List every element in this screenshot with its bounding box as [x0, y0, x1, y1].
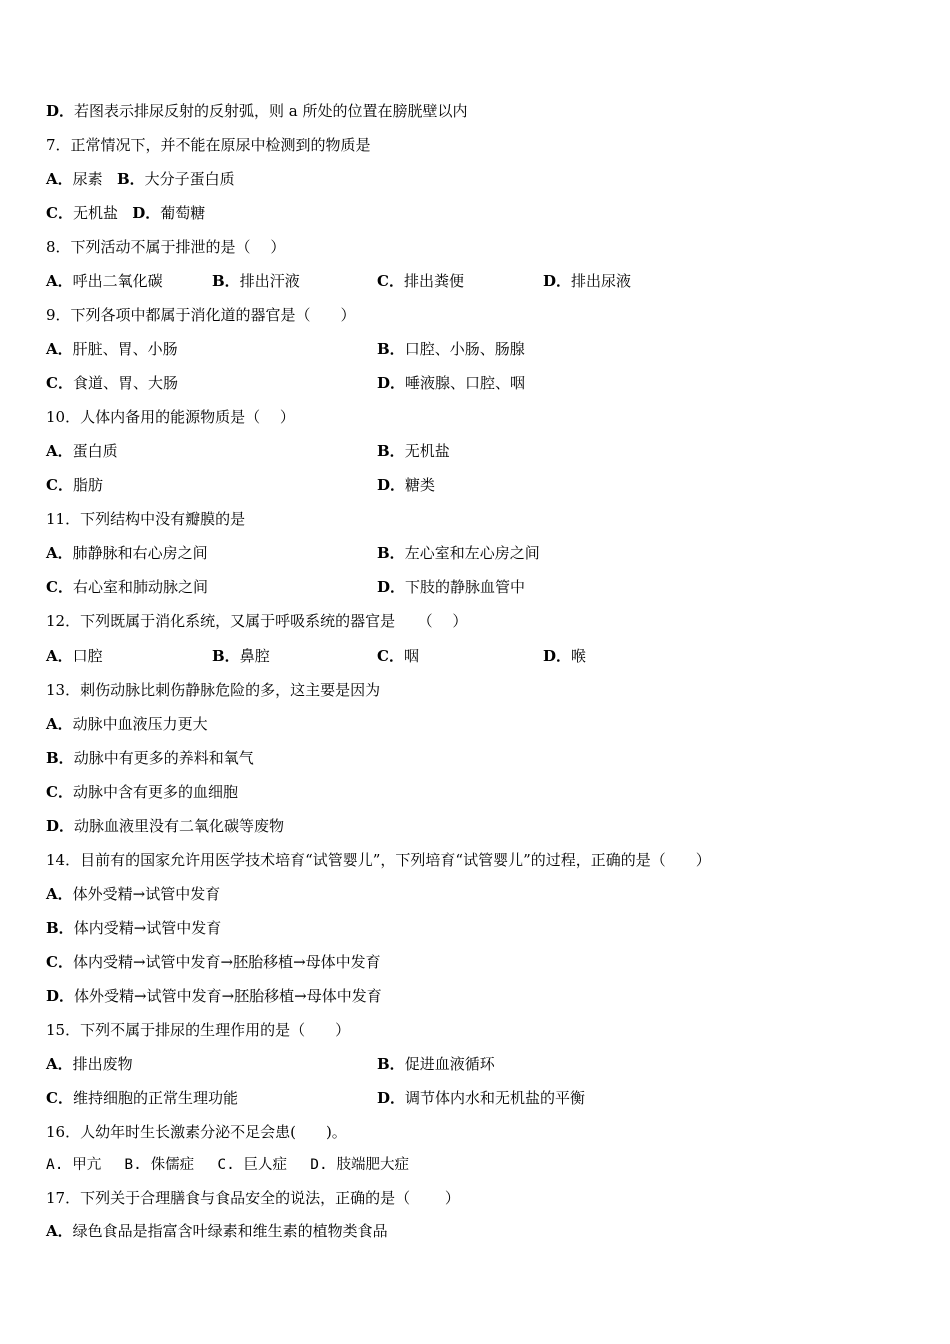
option-text: 动脉血液里没有二氧化碳等废物: [74, 817, 285, 835]
option-c: [46, 1086, 238, 1110]
option-label: A．: [46, 544, 73, 562]
option-label: D．: [377, 578, 406, 596]
option-text: 无机盐: [404, 442, 450, 460]
option-label: A．: [46, 272, 73, 290]
option-text: 体外受精→试管中发育→胚胎移植→母体中发育: [74, 987, 382, 1005]
option-label: C．: [46, 578, 73, 596]
option-text: 体外受精→试管中发育: [72, 885, 221, 903]
option-d: [377, 473, 435, 497]
option-text: 肺静脉和右心房之间: [72, 544, 208, 562]
q15-options-cd: [46, 1086, 906, 1110]
option-label: D．: [543, 272, 572, 290]
option-label: A．: [46, 715, 73, 733]
option-label: A．: [46, 442, 73, 460]
option-text: 脂肪: [72, 476, 103, 494]
option-text: 大分子蛋白质: [144, 170, 235, 188]
question-text: 8．下列活动不属于排泄的是（ ）: [46, 238, 286, 256]
question-9: [46, 303, 356, 327]
option-label: A．: [46, 170, 73, 188]
option-c: [46, 371, 178, 395]
option-label: C．: [46, 476, 73, 494]
q12-options: [46, 644, 906, 668]
option-b: [377, 541, 540, 565]
q10-options-ab: [46, 439, 906, 463]
question-text: 10．人体内备用的能源物质是（ ）: [46, 408, 295, 426]
option-text: 若图表示排尿反射的反射弧，则 a 所处的位置在膀胱壁以内: [74, 102, 468, 120]
question-10: [46, 405, 295, 429]
option-label: D．: [377, 1089, 406, 1107]
question-text: 12．下列既属于消化系统，又属于呼吸系统的器官是 （ ）: [46, 612, 468, 630]
option-text: 右心室和肺动脉之间: [72, 578, 208, 596]
option-text: 绿色食品是指富含叶绿素和维生素的植物类食品: [72, 1222, 388, 1240]
option-text: 咽: [403, 647, 419, 665]
q13-option-c: [46, 780, 238, 804]
option-label: B．: [377, 544, 405, 562]
question-11: [46, 507, 245, 531]
option-text: 无机盐: [72, 204, 118, 222]
option-label: C．: [46, 783, 73, 801]
option-label: A．: [46, 1222, 73, 1240]
q9-options-ab: [46, 337, 906, 361]
question-13: [46, 678, 380, 702]
question-17: [46, 1186, 460, 1210]
option-label: B．: [46, 749, 74, 767]
option-text: 动脉中血液压力更大: [72, 715, 208, 733]
option-text: 唾液腺、口腔、咽: [405, 374, 526, 392]
option-d: [543, 269, 631, 293]
question-text: 9．下列各项中都属于消化道的器官是（ ）: [46, 306, 356, 324]
q11-options-ab: [46, 541, 906, 565]
option-d: [377, 371, 525, 395]
q14-option-a: [46, 882, 220, 906]
question-16: [46, 1120, 347, 1144]
option-text: 排出尿液: [571, 272, 632, 290]
option-text: 动脉中有更多的养料和氧气: [73, 749, 254, 767]
option-a: [46, 439, 118, 463]
q13-option-a: [46, 712, 208, 736]
q14-option-c: [46, 950, 381, 974]
question-12: [46, 609, 467, 633]
option-a: [46, 269, 163, 293]
option-label: D．: [46, 102, 75, 120]
question-text: 15．下列不属于排尿的生理作用的是（ ）: [46, 1021, 351, 1039]
option-text: 左心室和左心房之间: [404, 544, 540, 562]
option-label: C．: [46, 953, 73, 971]
q14-option-d: [46, 984, 382, 1008]
option-label: C．: [377, 647, 404, 665]
option-text: 促进血液循环: [404, 1055, 495, 1073]
option-text: 调节体内水和无机盐的平衡: [405, 1089, 586, 1107]
option-d: [543, 644, 586, 668]
q9-options-cd: [46, 371, 906, 395]
option-a: [46, 541, 208, 565]
q8-options: [46, 269, 906, 293]
option-label: C．: [46, 374, 73, 392]
option-c: [377, 644, 419, 668]
q10-options-cd: [46, 473, 906, 497]
option-text: 肝脏、胃、小肠: [72, 340, 178, 358]
option-d: [377, 1086, 585, 1110]
question-text: 11．下列结构中没有瓣膜的是: [46, 510, 246, 528]
question-text: 16．人幼年时生长激素分泌不足会患( )。: [46, 1123, 347, 1141]
q7-options-ab: [46, 167, 235, 191]
option-text: 葡萄糖: [160, 204, 206, 222]
option-text: 排出汗液: [239, 272, 300, 290]
option-text: 口腔、小肠、肠腺: [404, 340, 525, 358]
option-text: 下肢的静脉血管中: [405, 578, 526, 596]
option-label: A．: [46, 885, 73, 903]
option-text: 鼻腔: [239, 647, 270, 665]
option-b: [377, 1052, 495, 1076]
option-text: 喉: [571, 647, 587, 665]
option-label: D．: [377, 374, 406, 392]
option-text: 排出粪便: [403, 272, 464, 290]
option-label: C．: [46, 204, 73, 222]
options-text: A. 甲亢 B. 侏儒症 C. 巨人症 D. 肢端肥大症: [46, 1157, 409, 1173]
option-text: 口腔: [72, 647, 103, 665]
option-text: 维持细胞的正常生理功能: [72, 1089, 238, 1107]
question-14: [46, 848, 711, 872]
q16-options: [46, 1153, 409, 1177]
option-text: 体内受精→试管中发育: [73, 919, 222, 937]
q6-option-d: [46, 99, 468, 123]
option-b: [377, 337, 525, 361]
q15-options-ab: [46, 1052, 906, 1076]
question-text: 14．目前有的国家允许用医学技术培育“试管婴儿”，下列培育“试管婴儿”的过程，正确的是（ ）: [46, 851, 711, 869]
option-text: 食道、胃、大肠: [72, 374, 178, 392]
option-c: [46, 473, 103, 497]
option-text: 动脉中含有更多的血细胞: [72, 783, 238, 801]
option-label: B．: [377, 442, 405, 460]
option-label: C．: [46, 1089, 73, 1107]
q11-options-cd: [46, 575, 906, 599]
option-a: [46, 644, 103, 668]
option-label: B．: [212, 647, 240, 665]
option-text: 尿素: [72, 170, 103, 188]
option-text: 糖类: [405, 476, 436, 494]
option-label: A．: [46, 340, 73, 358]
question-8: [46, 235, 285, 259]
option-label: B．: [377, 1055, 405, 1073]
option-label: B．: [46, 919, 74, 937]
option-label: C．: [377, 272, 404, 290]
question-text: 17．下列关于合理膳食与食品安全的说法，正确的是（ ）: [46, 1189, 460, 1207]
option-label: D．: [543, 647, 572, 665]
question-text: 7．正常情况下，并不能在原尿中检测到的物质是: [46, 136, 371, 154]
option-text: 体内受精→试管中发育→胚胎移植→母体中发育: [72, 953, 381, 971]
question-7: [46, 133, 371, 157]
option-text: 呼出二氧化碳: [72, 272, 163, 290]
option-label: D．: [377, 476, 406, 494]
option-label: B．: [212, 272, 240, 290]
option-label: D．: [132, 204, 161, 222]
q13-option-d: [46, 814, 284, 838]
question-text: 13．刺伤动脉比刺伤静脉危险的多，这主要是因为: [46, 681, 381, 699]
option-label: B．: [377, 340, 405, 358]
q17-option-a: [46, 1219, 388, 1243]
option-a: [46, 1052, 133, 1076]
option-b: [212, 644, 270, 668]
question-15: [46, 1018, 350, 1042]
option-label: D．: [46, 817, 75, 835]
q13-option-b: [46, 746, 254, 770]
option-label: B．: [116, 170, 145, 188]
option-a: [46, 337, 178, 361]
option-label: D．: [46, 987, 75, 1005]
option-c: [46, 575, 208, 599]
q14-option-b: [46, 916, 221, 940]
option-b: [212, 269, 300, 293]
option-text: 排出废物: [72, 1055, 133, 1073]
q7-options-cd: [46, 201, 205, 225]
option-d: [377, 575, 525, 599]
option-b: [377, 439, 450, 463]
option-label: A．: [46, 1055, 73, 1073]
option-label: A．: [46, 647, 73, 665]
option-text: 蛋白质: [72, 442, 118, 460]
option-c: [377, 269, 464, 293]
